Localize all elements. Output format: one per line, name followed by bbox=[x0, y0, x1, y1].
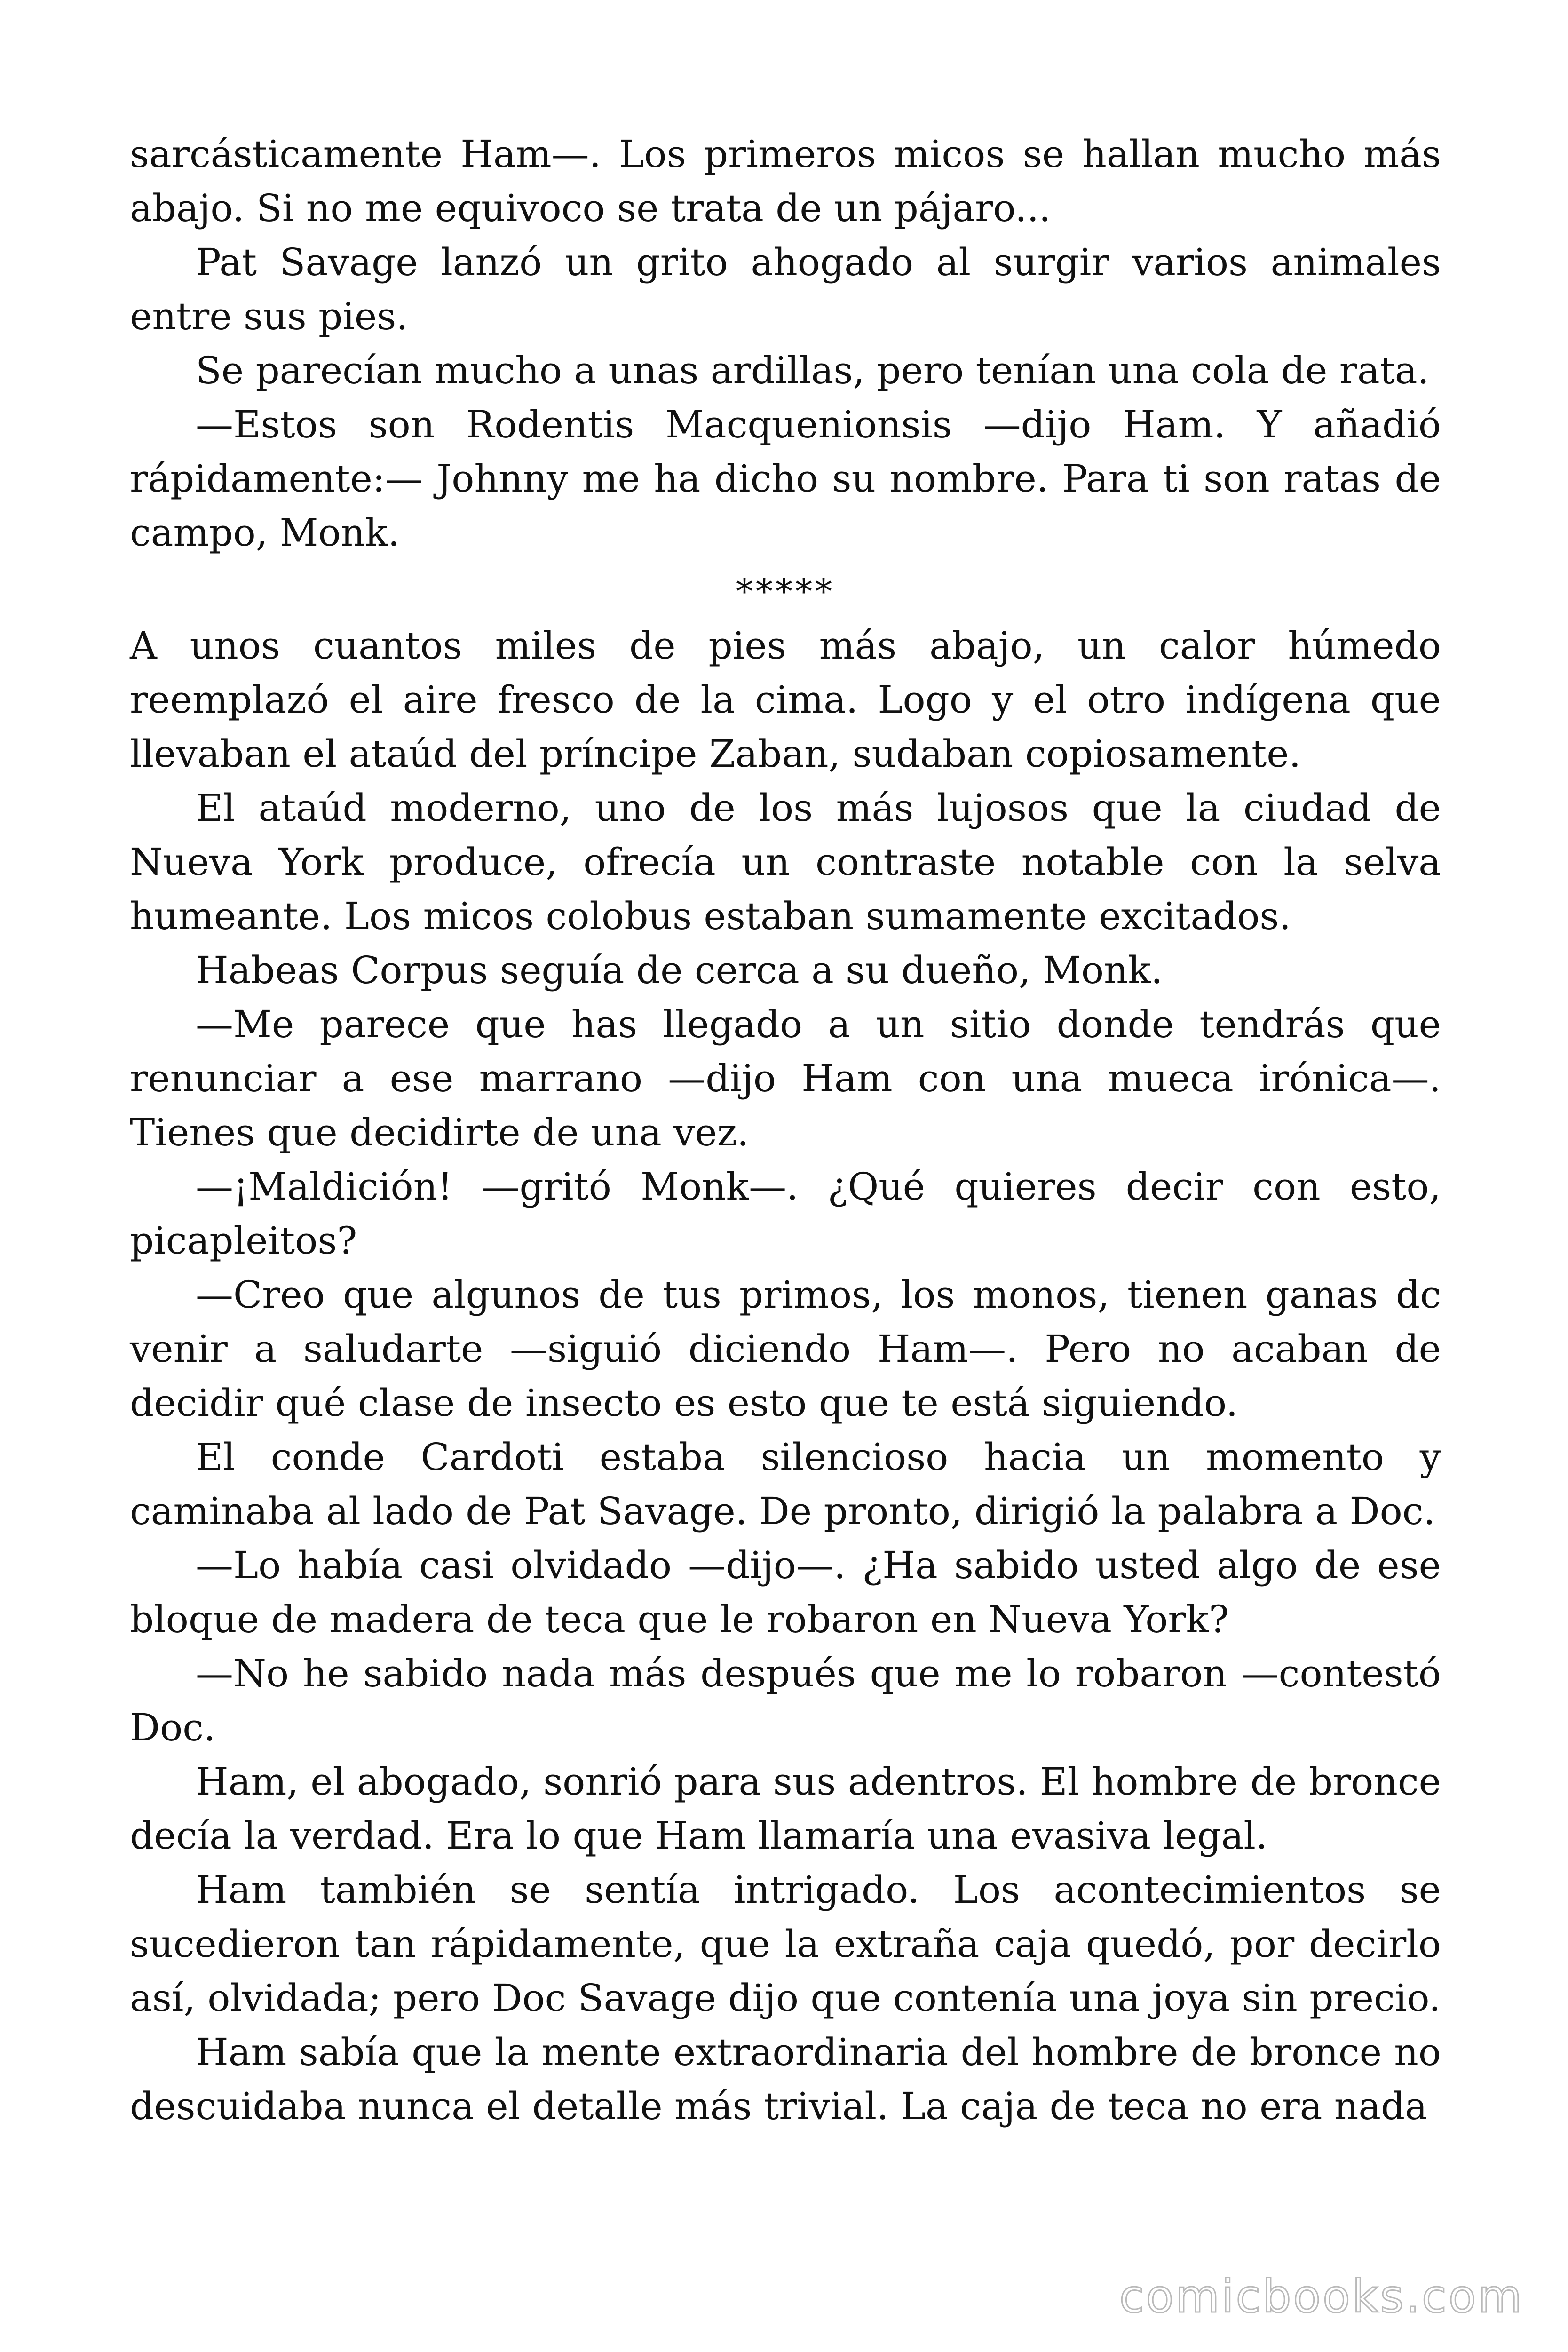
paragraph: El conde Cardoti estaba silencioso hacia un momento y caminaba al lado de Pat Savage. De pronto, dirigió la palabra a Doc. bbox=[130, 1435, 1441, 1533]
paragraph: Habeas Corpus seguía de cerca a su dueño, Monk. bbox=[196, 948, 1163, 992]
paragraph: —¡Maldición! —gritó Monk—. ¿Qué quieres decir con esto, picapleitos? bbox=[130, 1165, 1441, 1263]
section-break: ***** bbox=[736, 572, 835, 611]
paragraph: Ham sabía que la mente extraordinaria del hombre de bronce no descuidaba nunca el detalle más trivial. La caja de teca no era nada bbox=[130, 2030, 1441, 2128]
paragraph: Ham, el abogado, sonrió para sus adentros. El hombre de bronce decía la verdad. Era lo que Ham llamaría una evasiva legal. bbox=[130, 1760, 1441, 1858]
watermark: comicbooks.com bbox=[1119, 2270, 1524, 2323]
paragraph: —Estos son Rodentis Macquenionsis —dijo Ham. Y añadió rápidamente:— Johnny me ha dicho su nombre. Para ti son ratas de campo, Monk. bbox=[130, 403, 1441, 555]
paragraph: El ataúd moderno, uno de los más lujosos que la ciudad de Nueva York produce, ofrecía un contraste notable con la selva humeante. Los micos colobus estaban sumamente excitados. bbox=[130, 786, 1441, 938]
page-text-column bbox=[130, 127, 1441, 2133]
paragraph: A unos cuantos miles de pies más abajo, un calor húmedo reemplazó el aire fresco de la cima. Logo y el otro indígena que llevaban el ataúd del príncipe Zaban, sudaban copiosamente. bbox=[130, 624, 1441, 776]
paragraph: —Creo que algunos de tus primos, los monos, tienen ganas dc venir a saludarte —siguió diciendo Ham—. Pero no acaban de decidir qué clase de insecto es esto que te está siguiendo. bbox=[130, 1273, 1441, 1425]
paragraph: sarcásticamente Ham—. Los primeros micos se hallan mucho más abajo. Si no me equivoco se trata de un pájaro... bbox=[130, 132, 1441, 230]
paragraph: —Me parece que has llegado a un sitio donde tendrás que renunciar a ese marrano —dijo Ham con una mueca irónica—. Tienes que decidirte de una vez. bbox=[130, 1002, 1441, 1154]
paragraph: Ham también se sentía intrigado. Los acontecimientos se sucedieron tan rápidamente, que la extraña caja quedó, por decirlo así, olvidada; pero Doc Savage dijo que contenía una joya sin precio. bbox=[130, 1868, 1441, 2020]
paragraph: —Lo había casi olvidado —dijo—. ¿Ha sabido usted algo de ese bloque de madera de teca que le robaron en Nueva York? bbox=[130, 1543, 1441, 1641]
paragraph: Pat Savage lanzó un grito ahogado al surgir varios animales entre sus pies. bbox=[130, 240, 1441, 338]
paragraph: Se parecían mucho a unas ardillas, pero tenían una cola de rata. bbox=[196, 349, 1429, 392]
paragraph: —No he sabido nada más después que me lo robaron —contestó Doc. bbox=[130, 1652, 1441, 1749]
